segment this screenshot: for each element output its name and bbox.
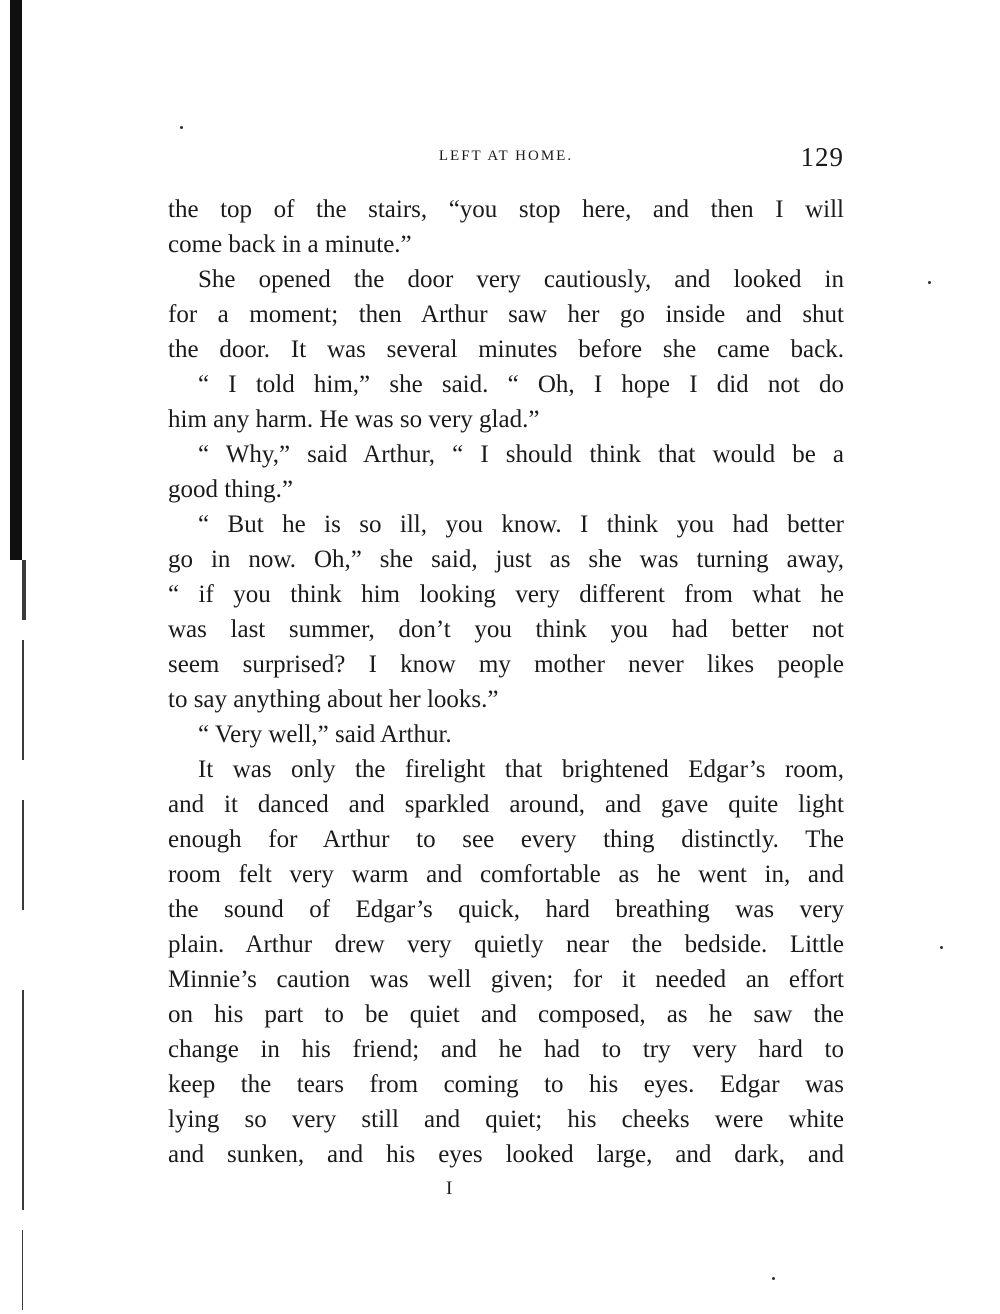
text-line: for a moment; then Arthur saw her go inside and shut bbox=[168, 301, 844, 328]
text-line: was last summer, don’t you think you had better not bbox=[168, 616, 844, 643]
page-number: 129 bbox=[800, 142, 844, 172]
text-line: come back in a minute.” bbox=[168, 231, 412, 258]
body-text bbox=[168, 192, 844, 1172]
binding-streak bbox=[22, 990, 24, 1210]
text-line: good thing.” bbox=[168, 476, 293, 503]
text-line: Minnie’s caution was well given; for it needed an effort bbox=[168, 966, 844, 993]
text-line: “ I told him,” she said. “ Oh, I hope I did not do bbox=[198, 371, 844, 398]
text-line: enough for Arthur to see every thing distinctly. The bbox=[168, 826, 844, 853]
text-line: to say anything about her looks.” bbox=[168, 686, 499, 713]
text-line: the sound of Edgar’s quick, hard breathing was very bbox=[168, 896, 844, 923]
binding-shadow bbox=[10, 0, 22, 560]
paper-speck bbox=[928, 281, 931, 284]
binding-streak bbox=[22, 640, 24, 760]
text-line: “ Why,” said Arthur, “ I should think that would be a bbox=[198, 441, 844, 468]
text-line: It was only the firelight that brightened Edgar’s room, bbox=[198, 756, 844, 783]
text-line: She opened the door very cautiously, and looked in bbox=[198, 266, 844, 293]
running-head bbox=[168, 142, 844, 174]
text-line: change in his friend; and he had to try very hard to bbox=[168, 1036, 844, 1063]
text-line: “ if you think him looking very different from what he bbox=[168, 581, 844, 608]
text-line: seem surprised? I know my mother never likes people bbox=[168, 651, 844, 678]
binding-edge bbox=[4, 0, 26, 1314]
text-line: “ Very well,” said Arthur. bbox=[198, 721, 452, 748]
paper-speck bbox=[180, 126, 183, 129]
text-line: lying so very still and quiet; his cheeks were white bbox=[168, 1106, 844, 1133]
text-line: the door. It was several minutes before she came back. bbox=[168, 336, 844, 363]
binding-streak bbox=[22, 560, 26, 620]
binding-streak bbox=[22, 800, 24, 910]
text-line: and it danced and sparkled around, and gave quite light bbox=[168, 791, 844, 818]
text-line: plain. Arthur drew very quietly near the bedside. Little bbox=[168, 931, 844, 958]
text-line: room felt very warm and comfortable as he went in, and bbox=[168, 861, 844, 888]
text-line: on his part to be quiet and composed, as he saw the bbox=[168, 1001, 844, 1028]
text-line: go in now. Oh,” she said, just as she was turning away, bbox=[168, 546, 844, 573]
text-line: the top of the stairs, “you stop here, and then I will bbox=[168, 196, 844, 223]
paper-speck bbox=[772, 1277, 775, 1280]
text-line: him any harm. He was so very glad.” bbox=[168, 406, 540, 433]
text-line: and sunken, and his eyes looked large, and dark, and bbox=[168, 1141, 844, 1168]
signature-mark: I bbox=[446, 1178, 453, 1199]
text-line: “ But he is so ill, you know. I think you had better bbox=[198, 511, 844, 538]
running-title: LEFT AT HOME. bbox=[438, 148, 574, 164]
text-line: keep the tears from coming to his eyes. Edgar was bbox=[168, 1071, 844, 1098]
paper-speck bbox=[940, 946, 943, 949]
binding-streak bbox=[22, 1230, 23, 1310]
